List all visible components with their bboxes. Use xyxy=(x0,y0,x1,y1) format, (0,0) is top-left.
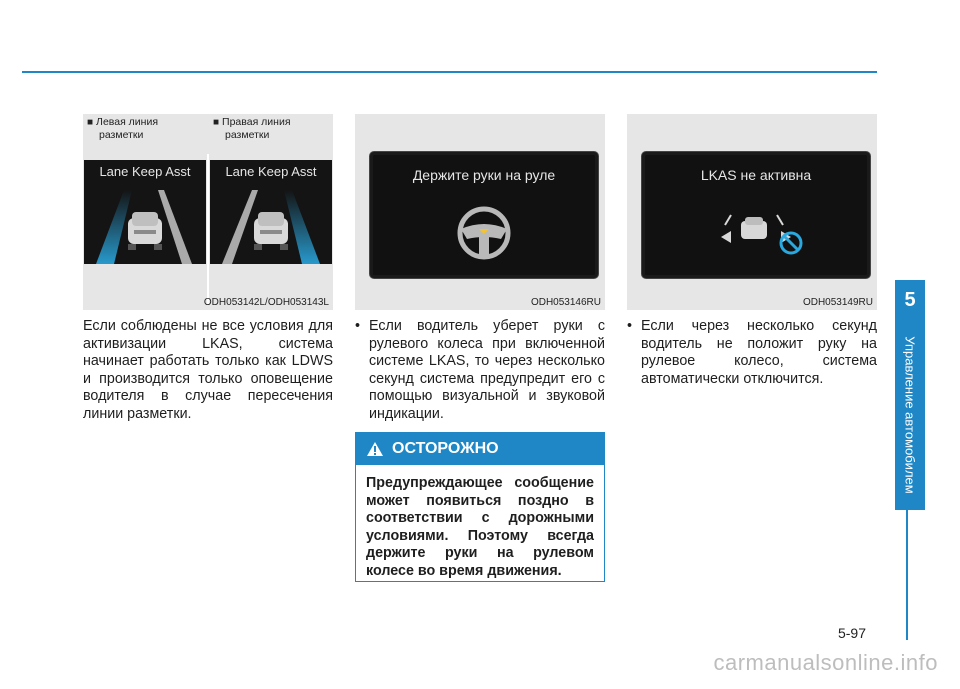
figure-code: ODH053149RU xyxy=(802,297,873,308)
paragraph-lkas-conditions: Если соблюдены не все условия для активизации LKAS, система начинает работать только как LDWS и производится только оповещение водителя в случае пересечения линии разметки. xyxy=(83,318,333,422)
figure-hands-on-wheel xyxy=(355,114,605,310)
lane-right-highlight-graphic xyxy=(210,160,332,264)
caption-bullet: ■ xyxy=(213,117,220,128)
bullet-item xyxy=(355,318,605,423)
cluster-screen xyxy=(642,152,870,278)
chapter-side-rule xyxy=(906,510,908,640)
figure-divider xyxy=(207,154,209,304)
figure-lane-keep-asst xyxy=(83,114,333,310)
caution-header xyxy=(356,433,604,465)
caution-box xyxy=(355,432,605,582)
chapter-title-tab xyxy=(895,320,925,510)
car-icon xyxy=(254,212,288,250)
bullet-text: Если через несколько секунд водитель не положит руку на рулевое колесо, система автоматически отключится. xyxy=(641,318,877,387)
figure-code: ODH053142L/ODH053143L xyxy=(203,297,329,308)
paragraph-hands-off-warning xyxy=(355,318,605,423)
cluster-title: Lane Keep Asst xyxy=(99,164,191,179)
bullet-item xyxy=(627,318,877,388)
steering-wheel-icon xyxy=(373,155,595,275)
cluster-left-lane xyxy=(84,160,206,264)
warning-triangle-icon xyxy=(366,441,384,457)
car-icon xyxy=(128,212,162,250)
caption-right-lane xyxy=(213,116,331,141)
chapter-number-tab: 5 xyxy=(895,280,925,320)
screen-message: Держите руки на руле xyxy=(412,167,556,183)
lkas-inactive-icon xyxy=(645,155,867,275)
caption-left-lane xyxy=(87,116,199,141)
lane-left-highlight-graphic xyxy=(84,160,206,264)
caption-left-line1: Левая линия xyxy=(96,116,159,128)
watermark: carmanualsonline.info xyxy=(713,650,938,675)
cluster-screen xyxy=(370,152,598,278)
chapter-title: Управление автомобилем xyxy=(902,336,918,494)
figure-lkas-not-active xyxy=(627,114,877,310)
paragraph-auto-disable xyxy=(627,318,877,388)
bullet-marker: • xyxy=(627,318,633,334)
figure-code: ODH053146RU xyxy=(530,297,601,308)
caption-right-line1: Правая линия xyxy=(222,116,291,128)
caution-title: ОСТОРОЖНО xyxy=(392,440,499,457)
caption-left-line2: разметки xyxy=(99,129,144,141)
cluster-title: Lane Keep Asst xyxy=(225,164,317,179)
bullet-marker: • xyxy=(355,318,361,334)
screen-message: LKAS не активна xyxy=(700,167,812,183)
caption-right-line2: разметки xyxy=(225,129,270,141)
cluster-right-lane xyxy=(210,160,332,264)
caption-bullet: ■ xyxy=(87,117,94,128)
bullet-text: Если водитель уберет руки с рулевого колеса при включенной системе LKAS, то через несколько секунд система предупредит его с помощью визуальной и звуковой индикации. xyxy=(369,318,605,422)
page-number: 5-97 xyxy=(837,625,866,641)
caution-body: Предупреждающее сообщение может появиться поздно в соответствии с дорожными условиями. Поэтому всегда держите руки на рулевом колесе во время движения. xyxy=(366,475,594,579)
top-rule xyxy=(22,71,877,73)
